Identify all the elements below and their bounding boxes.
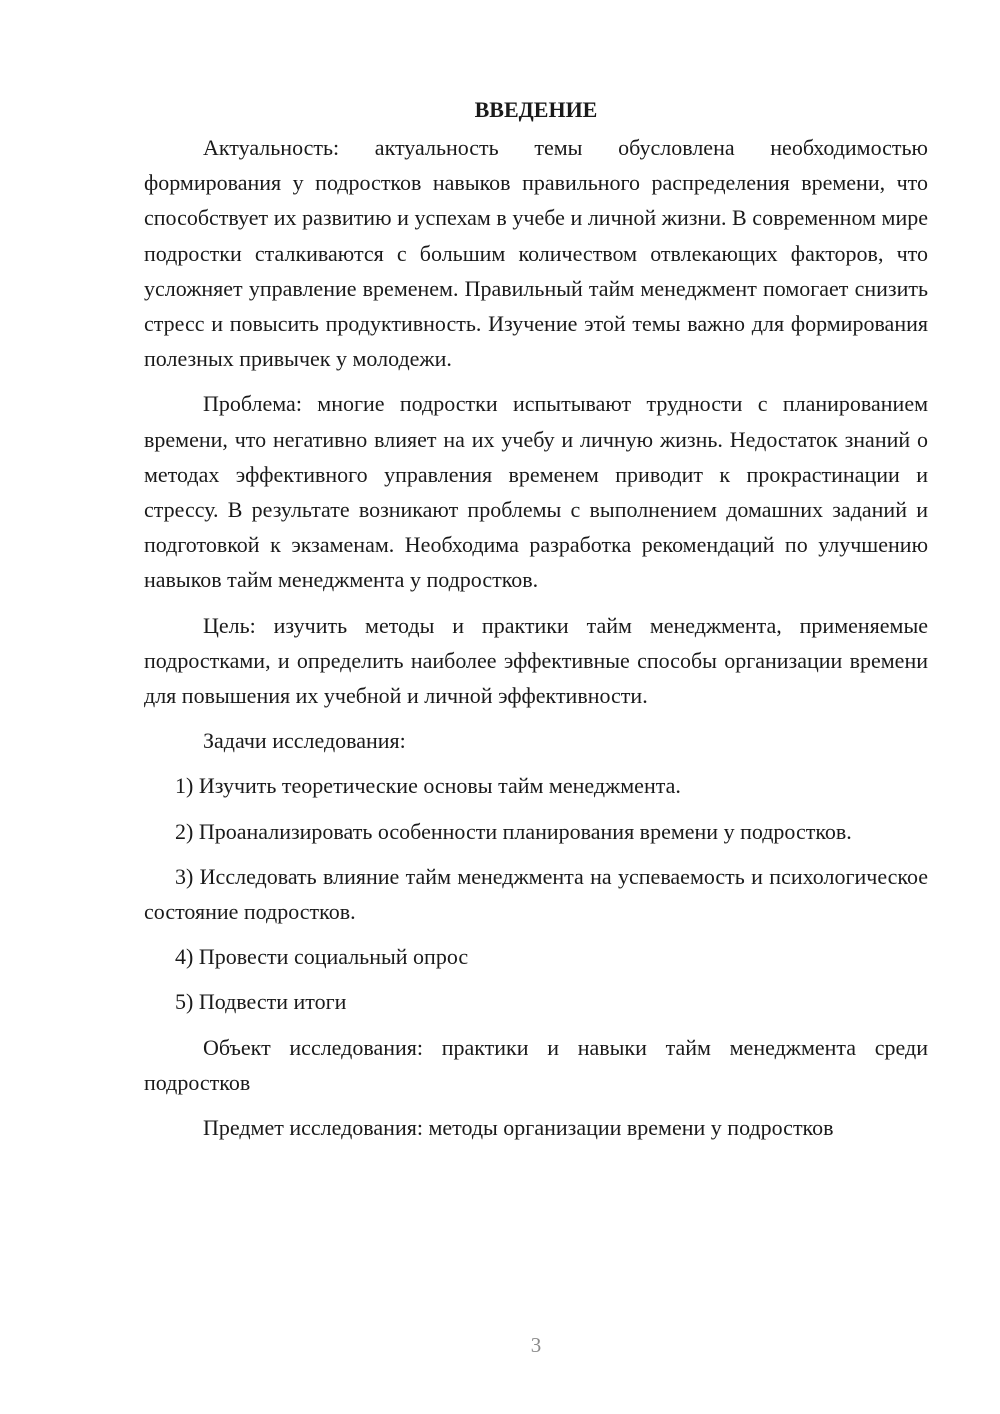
task-item-3: 3) Исследовать влияние тайм менеджмента на успеваемость и психологическое состояние подростков. (144, 863, 928, 925)
page-title: ВВЕДЕНИЕ (474, 97, 598, 122)
tasks-title: Задачи исследования: (203, 728, 406, 754)
task-item-5: 5) Подвести итоги (175, 989, 347, 1015)
page-number: 3 (530, 1333, 542, 1357)
paragraph-subject: Предмет исследования: методы организации времени у подростков (203, 1115, 834, 1141)
task-item-2: 2) Проанализировать особенности планирования времени у подростков. (175, 818, 852, 844)
paragraph-object: Объект исследования: практики и навыки тайм менеджмента среди подростков (144, 1034, 928, 1095)
paragraph-problem: Проблема: многие подростки испытывают трудности с планированием времени, что негативно влияет на их учебу и личную жизнь. Недостаток знаний о методах эффективного управления временем приводит к прокрастинации и стрессу. В результате возникают проблемы с выполнением домашних заданий и подготовкой к экзаменам. Необходима разработка рекомендаций по улучшению навыков тайм менеджмента у подростков. (144, 391, 928, 593)
paragraph-relevance: Актуальность: актуальность темы обусловлена необходимостью формирования у подростков навыков правильного распределения времени, что способствует их развитию и успехам в учебе и личной жизни. В современном мире подростки сталкиваются с большим количеством отвлекающих факторов, что усложняет управление временем. Правильный тайм менеджмент помогает снизить стресс и повысить продуктивность. Изучение этой темы важно для формирования полезных привычек у молодежи. (144, 135, 928, 372)
page-content (144, 94, 928, 1155)
task-item-4: 4) Провести социальный опрос (175, 944, 469, 970)
task-item-1: 1) Изучить теоретические основы тайм менеджмента. (175, 773, 681, 799)
paragraph-goal: Цель: изучить методы и практики тайм менеджмента, применяемые подростками, и определить наиболее эффективные способы организации времени для повышения их учебной и личной эффективности. (144, 612, 928, 709)
